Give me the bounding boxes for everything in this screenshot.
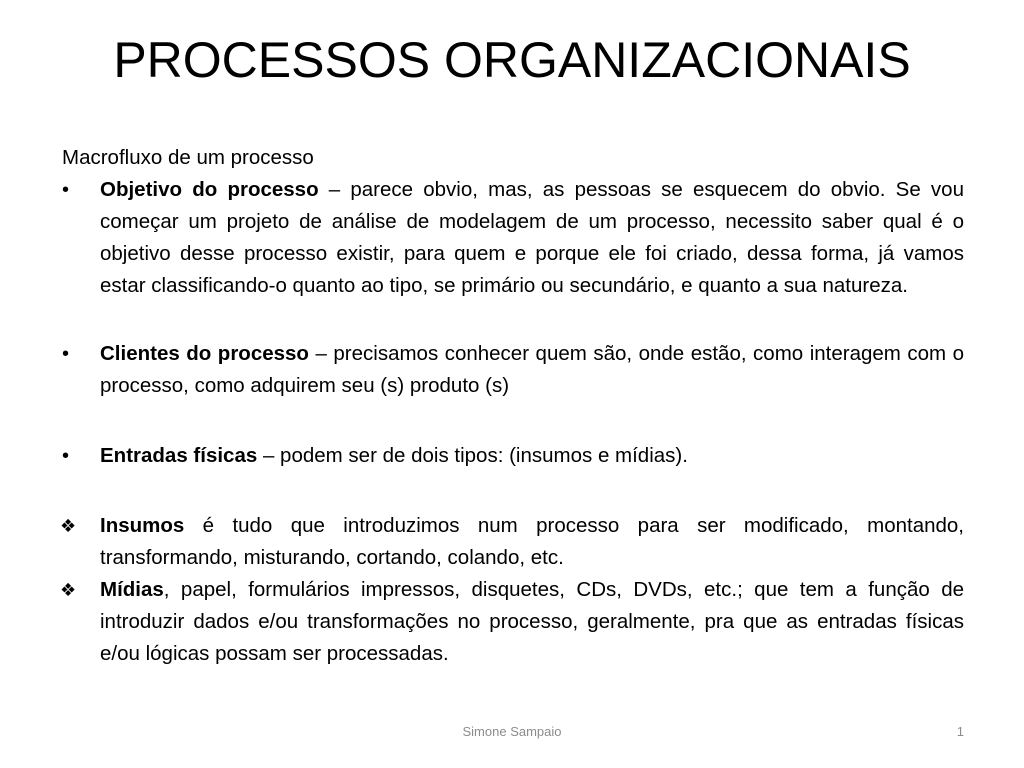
item-term: Mídias: [100, 578, 164, 601]
slide-title: PROCESSOS ORGANIZACIONAIS: [113, 32, 911, 88]
item-text: – precisamos conhecer quem são, onde estão, como interagem com o processo, como adquirem seu (s) produto (s): [100, 342, 964, 397]
bullet-icon: •: [62, 445, 70, 467]
list-item-midias: [62, 574, 964, 670]
diamond-bullet-icon: ❖: [60, 580, 77, 600]
item-text: – podem ser de dois tipos: (insumos e mídias).: [257, 444, 688, 467]
list-item-entradas: [62, 440, 964, 472]
item-term: Insumos: [100, 514, 185, 537]
item-text: – parece obvio, mas, as pessoas se esquecem do obvio. Se vou começar um projeto de análise de modelagem de um processo, necessito saber qual é o objetivo desse processo existir, para quem e porque ele foi criado, dessa forma, já vamos estar classificando-o quanto ao tipo, se primário ou secundário, e quanto a sua natureza.: [100, 178, 964, 297]
list-item-clientes: [62, 338, 964, 402]
page-number: 1: [956, 724, 964, 739]
item-term: Entradas físicas: [100, 444, 258, 467]
item-text: , papel, formulários impressos, disquetes, CDs, DVDs, etc.; que tem a função de introduzir dados e/ou transformações no processo, geralmente, pra que as entradas físicas e/ou lógicas possam ser processadas.: [100, 578, 964, 665]
slide-content: [62, 142, 964, 670]
item-term: Clientes do processo: [100, 342, 309, 365]
bullet-icon: •: [62, 343, 70, 365]
diamond-bullet-icon: ❖: [60, 516, 77, 536]
intro-text: Macrofluxo de um processo: [62, 146, 314, 169]
footer-author: Simone Sampaio: [462, 724, 562, 739]
list-item-insumos: [62, 510, 964, 574]
list-item-objetivo: [62, 174, 964, 302]
item-term: Objetivo do processo: [100, 178, 319, 201]
item-text: é tudo que introduzimos num processo para ser modificado, montando, transformando, misturando, cortando, colando, etc.: [100, 514, 964, 569]
bullet-icon: •: [62, 179, 70, 201]
